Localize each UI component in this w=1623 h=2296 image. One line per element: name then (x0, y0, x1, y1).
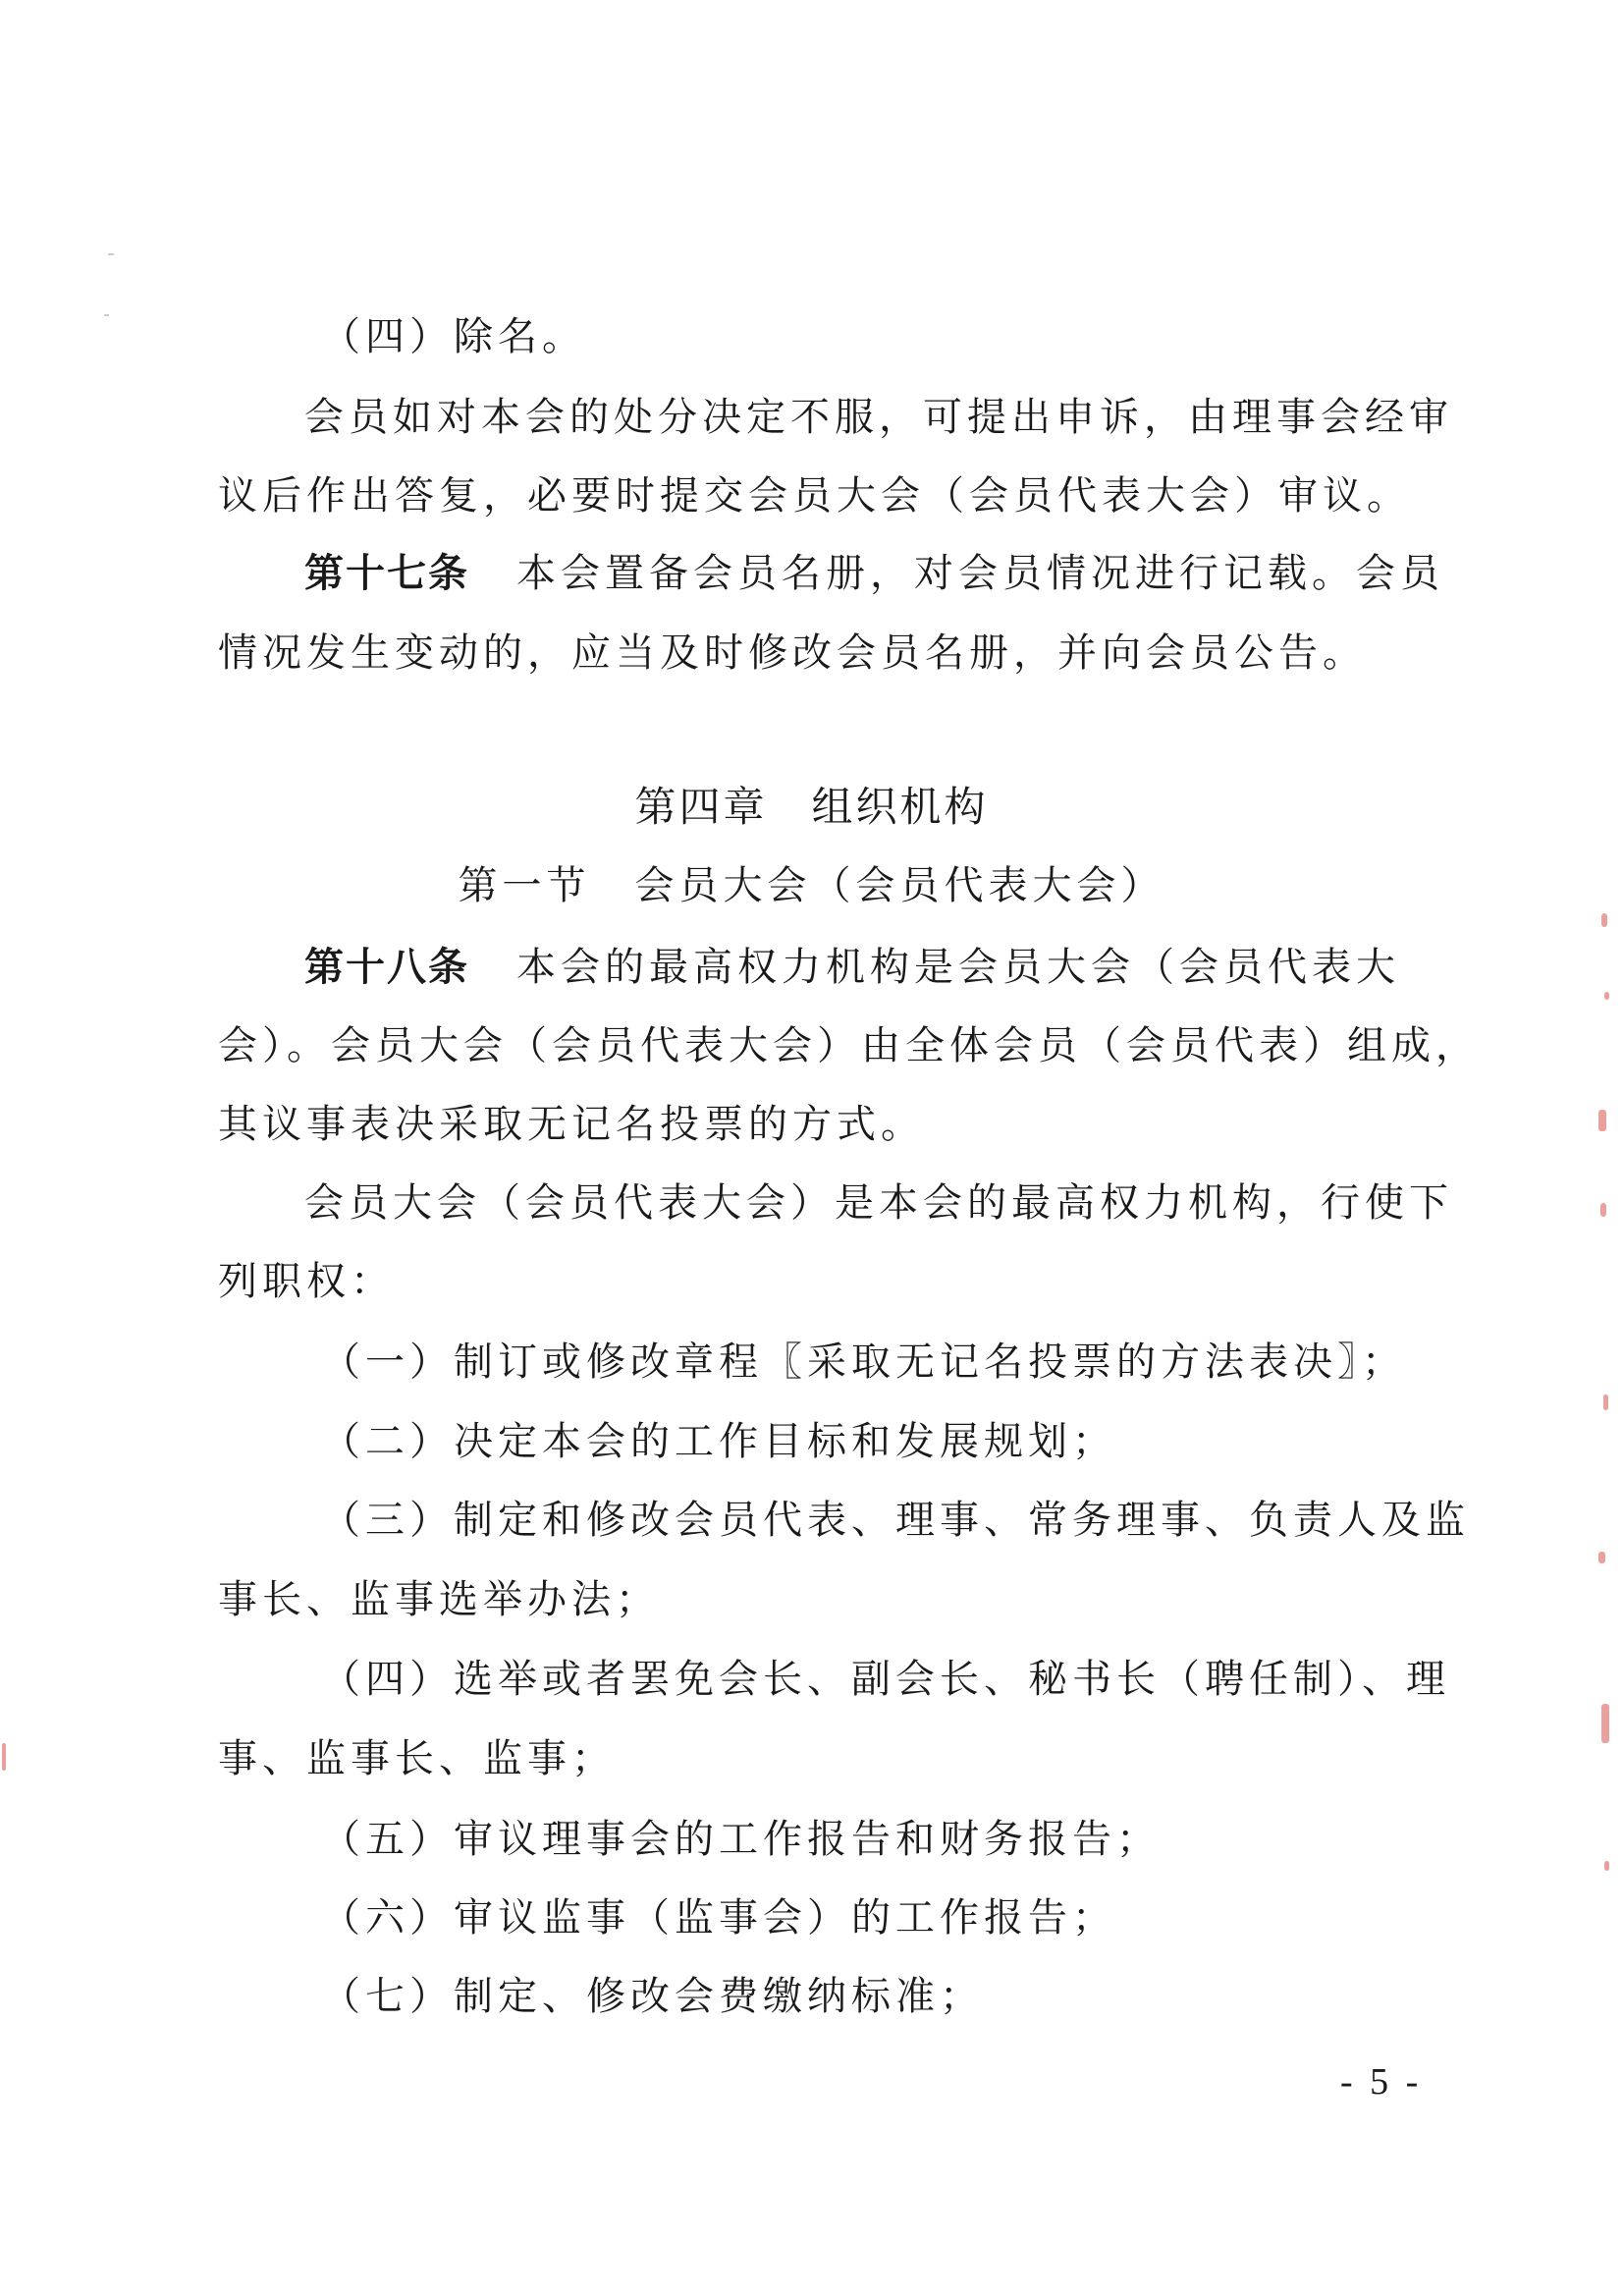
page-number: - 5 - (1340, 2061, 1423, 2103)
article-18-line (304, 943, 1400, 992)
scan-speck (104, 314, 109, 316)
article-text: 本会的最高权力机构是会员大会（会员代表大 (516, 945, 1400, 990)
text-line: 其议事表决采取无记名投票的方式。 (218, 1102, 925, 1147)
text-line: （四）除名。 (321, 314, 586, 359)
text-line: 事长、监事选举办法； (218, 1577, 660, 1622)
list-item: （二）决定本会的工作目标和发展规划； (321, 1419, 1116, 1464)
text-line: 议后作出答复，必要时提交会员大会（会员代表大会）审议。 (218, 473, 1411, 519)
red-stamp-edge-mark (1603, 1394, 1608, 1410)
article-text: 本会置备会员名册，对会员情况进行记载。会员 (516, 551, 1444, 596)
red-stamp-edge-mark (1598, 1110, 1606, 1131)
red-stamp-edge-mark (1598, 1552, 1605, 1563)
text-line: 事、监事长、监事； (218, 1736, 616, 1781)
text-line: 会）。会员大会（会员代表大会）由全体会员（会员代表）组成， (218, 1023, 1480, 1068)
text-line: 会员如对本会的处分决定不服，可提出申诉，由理事会经审 (304, 395, 1453, 440)
red-stamp-edge-mark (2, 1743, 6, 1771)
red-stamp-edge-mark (1600, 1203, 1606, 1217)
list-item: （一）制订或修改章程〖采取无记名投票的方法表决〗； (321, 1339, 1406, 1385)
list-item: （四）选举或者罢免会长、副会长、秘书长（聘任制）、理 (321, 1657, 1450, 1702)
scan-speck (108, 253, 114, 255)
red-stamp-edge-mark (1604, 1861, 1609, 1871)
list-item: （五）审议理事会的工作报告和财务报告； (321, 1817, 1161, 1862)
article-17-line (304, 549, 1444, 598)
article-label: 第十七条 (304, 551, 469, 596)
list-item: （六）审议监事（监事会）的工作报告； (321, 1895, 1116, 1941)
chapter-heading: 第四章 组织机构 (634, 783, 989, 831)
text-line: 会员大会（会员代表大会）是本会的最高权力机构，行使下 (304, 1180, 1453, 1226)
text-line: 列职权： (218, 1259, 395, 1304)
red-stamp-edge-mark (1604, 992, 1609, 1000)
section-heading: 第一节 会员大会（会员代表大会） (458, 863, 1165, 908)
red-stamp-edge-mark (1601, 1704, 1609, 1743)
red-stamp-edge-mark (1601, 913, 1607, 927)
text-line: 情况发生变动的，应当及时修改会员名册，并向会员公告。 (218, 630, 1367, 676)
article-label: 第十八条 (304, 945, 469, 990)
list-item: （三）制定和修改会员代表、理事、常务理事、负责人及监 (321, 1498, 1470, 1543)
list-item: （七）制定、修改会费缴纳标准； (321, 1974, 984, 2019)
